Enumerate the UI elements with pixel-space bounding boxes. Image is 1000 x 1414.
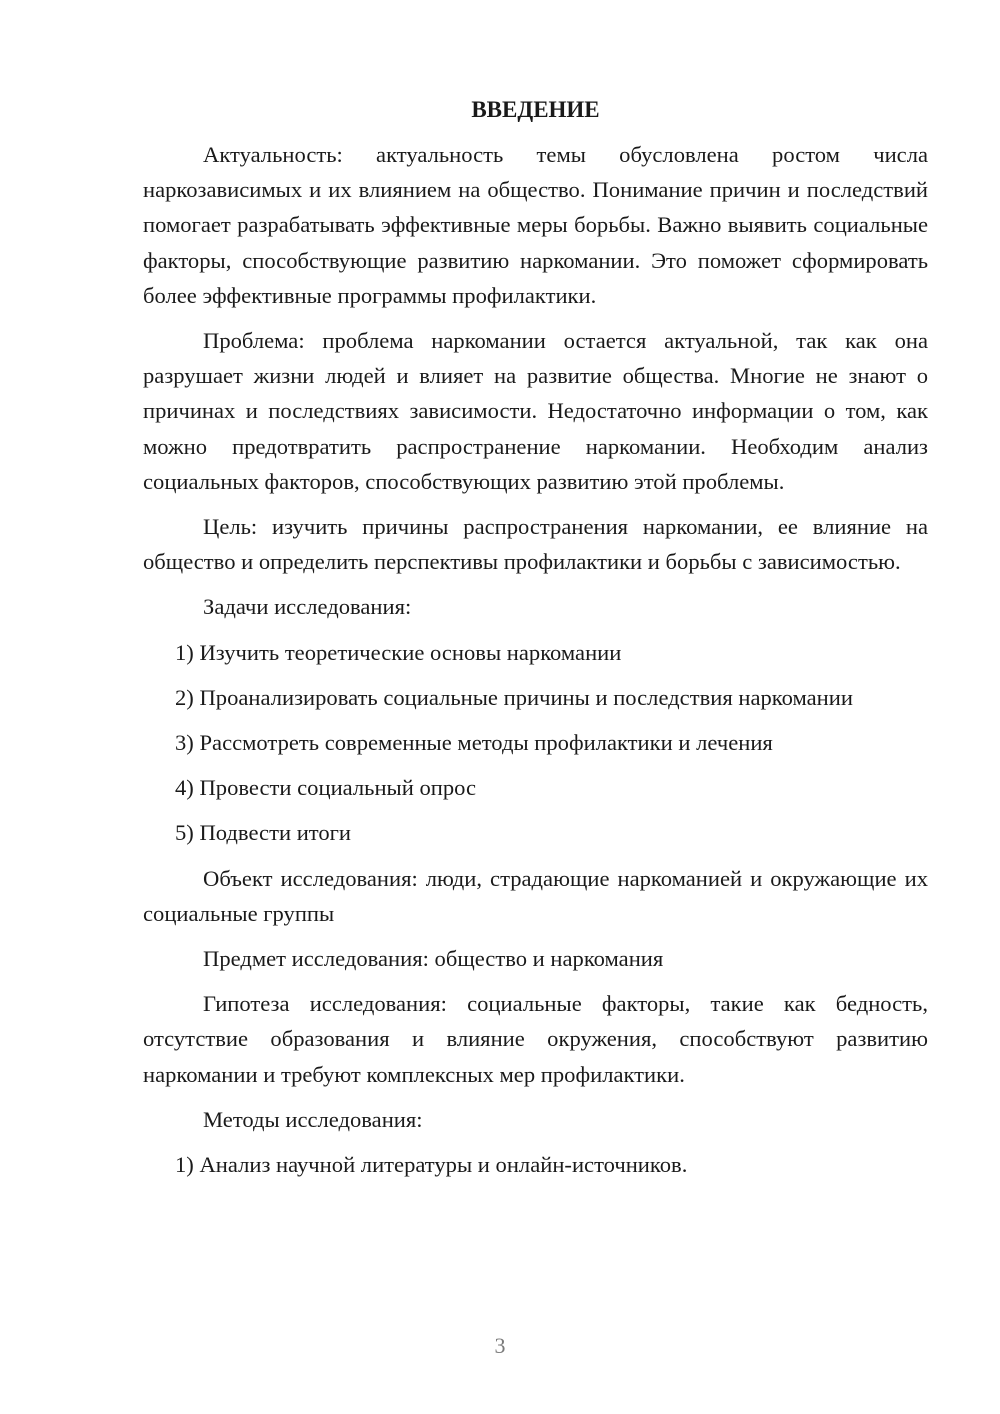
goal-paragraph: Цель: изучить причины распространения наркомании, ее влияние на общество и определить перспективы профилактики и борьбы с зависимостью. bbox=[143, 514, 928, 575]
problem-paragraph: Проблема: проблема наркомании остается актуальной, так как она разрушает жизни людей и влияет на развитие общества. Многие не знают о причинах и последствиях зависимости. Недостаточно информации о том, как можно предотвратить распространение наркомании. Необходим анализ социальных факторов, способствующих развитию этой проблемы. bbox=[143, 328, 928, 494]
relevance-paragraph: Актуальность: актуальность темы обусловлена ростом числа наркозависимых и их влиянием на общество. Понимание причин и последствий помогает разрабатывать эффективные меры борьбы. Важно выявить социальные факторы, способствующие развитию наркомании. Это поможет сформировать более эффективные программы профилактики. bbox=[143, 142, 928, 308]
task-item: 3) Рассмотреть современные методы профилактики и лечения bbox=[175, 730, 773, 756]
task-item: 4) Провести социальный опрос bbox=[175, 775, 477, 801]
task-item: 2) Проанализировать социальные причины и последствия наркомании bbox=[175, 684, 853, 710]
subject-paragraph: Предмет исследования: общество и наркомания bbox=[203, 946, 664, 972]
task-item: 1) Изучить теоретические основы наркомании bbox=[175, 639, 622, 665]
methods-heading: Методы исследования: bbox=[203, 1106, 423, 1132]
section-title: ВВЕДЕНИЕ bbox=[471, 97, 600, 122]
object-paragraph: Объект исследования: люди, страдающие наркоманией и окружающие их социальные группы bbox=[143, 865, 928, 926]
hypothesis-paragraph: Гипотеза исследования: социальные факторы, такие как бедность, отсутствие образования и влияние окружения, способствуют развитию наркомании и требуют комплексных мер профилактики. bbox=[143, 991, 928, 1087]
method-item: 1) Анализ научной литературы и онлайн-источников. bbox=[175, 1152, 688, 1178]
methods-list bbox=[143, 1147, 928, 1182]
tasks-list bbox=[143, 635, 928, 851]
task-item: 5) Подвести итоги bbox=[175, 820, 352, 846]
document-page bbox=[143, 92, 928, 1192]
tasks-heading: Задачи исследования: bbox=[203, 594, 412, 620]
page-number: 3 bbox=[494, 1333, 506, 1358]
